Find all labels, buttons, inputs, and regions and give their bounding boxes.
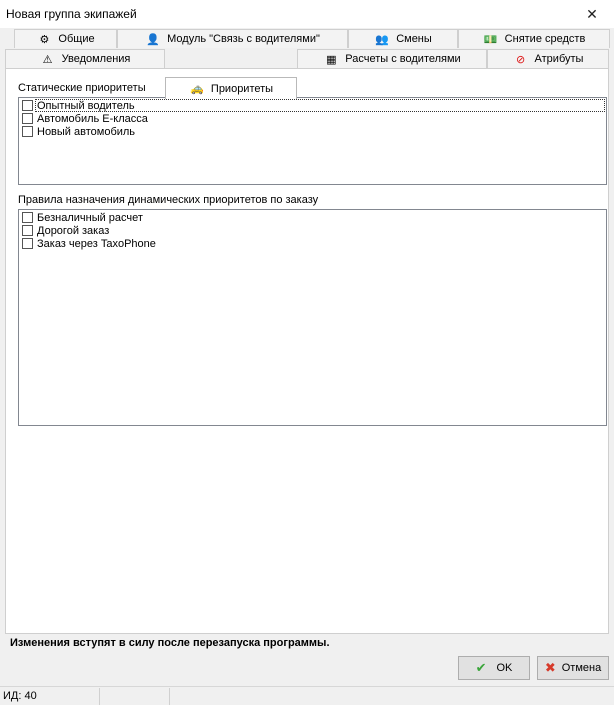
list-item-label: Безналичный расчет (37, 211, 143, 224)
settings-icon: ⚙ (39, 33, 50, 46)
ok-button-label: OK (496, 662, 513, 674)
checkbox[interactable] (22, 212, 33, 223)
dynamic-priorities-label: Правила назначения динамических приоритетов по заказу (18, 194, 319, 206)
dynamic-priorities-list[interactable] (18, 209, 607, 426)
tab-driver-payments[interactable] (297, 49, 487, 68)
tab-label: Атрибуты (534, 53, 584, 65)
list-item-label: Заказ через TaxoPhone (37, 237, 156, 250)
list-item-label: Опытный водитель (37, 99, 135, 112)
checkbox[interactable] (22, 238, 33, 249)
tab-notifications[interactable] (5, 49, 165, 68)
calculator-icon: ▦ (326, 53, 337, 66)
money-icon: 💵 (483, 33, 498, 46)
tab-shifts[interactable] (348, 29, 458, 48)
tab-label: Расчеты с водителями (345, 53, 461, 65)
list-item-label: Автомобиль Е-класса (37, 112, 148, 125)
driver-icon: 👤 (146, 33, 160, 46)
status-bar (0, 686, 614, 705)
tab-label: Смены (396, 33, 432, 45)
ok-button[interactable] (458, 656, 530, 680)
status-cell-empty (170, 688, 612, 705)
cancel-button[interactable] (537, 656, 609, 680)
tab-label: Приоритеты (210, 82, 274, 95)
list-item-label: Дорогой заказ (37, 224, 110, 237)
priorities-panel (5, 68, 609, 634)
list-item[interactable] (19, 125, 606, 138)
list-item[interactable] (19, 224, 606, 237)
list-item[interactable] (19, 211, 606, 224)
checkmark-icon: ✔ (475, 660, 487, 675)
list-item[interactable] (19, 99, 606, 112)
warning-icon: ⚠ (42, 53, 53, 66)
status-id: ИД: 40 (0, 688, 100, 705)
list-item-label: Новый автомобиль (37, 125, 136, 138)
list-item[interactable] (19, 112, 606, 125)
people-icon: 👥 (375, 33, 390, 46)
checkbox[interactable] (22, 100, 33, 111)
checkbox[interactable] (22, 126, 33, 137)
cancel-x-icon: ✖ (544, 660, 556, 675)
static-priorities-label: Статические приоритеты (18, 82, 146, 94)
no-smoking-icon: ⊘ (515, 53, 526, 66)
cancel-button-label: Отмена (561, 662, 602, 674)
window-title: Новая группа экипажей (6, 7, 137, 21)
close-icon[interactable]: ✕ (586, 5, 598, 22)
tab-withdrawal[interactable] (458, 29, 610, 48)
tab-general[interactable] (14, 29, 117, 48)
tab-attributes[interactable] (487, 49, 609, 68)
checkbox[interactable] (22, 225, 33, 236)
tab-priorities[interactable] (165, 77, 297, 99)
taxi-icon: 🚕 (190, 83, 204, 95)
tab-label: Модуль "Связь с водителями" (167, 33, 320, 45)
status-cell-empty (100, 688, 170, 705)
tab-driver-module[interactable] (117, 29, 348, 48)
list-item[interactable] (19, 237, 606, 250)
tab-label: Общие (58, 33, 95, 45)
tab-label: Уведомления (61, 53, 131, 65)
restart-notice: Изменения вступят в силу после перезапуска программы. (10, 637, 330, 649)
tab-label: Снятие средств (504, 33, 586, 45)
checkbox[interactable] (22, 113, 33, 124)
static-priorities-list[interactable] (18, 97, 607, 185)
title-bar (0, 0, 614, 28)
